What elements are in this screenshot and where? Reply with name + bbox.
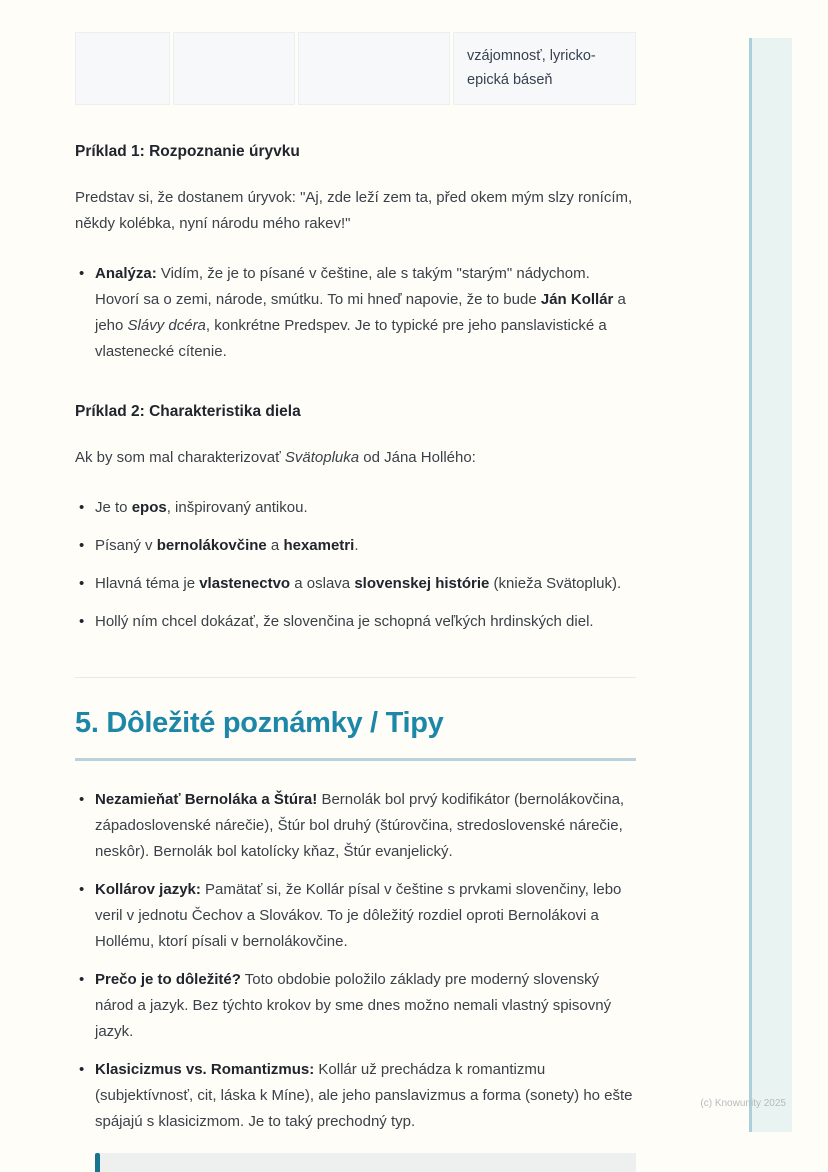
table-cell xyxy=(173,32,295,105)
example1-list xyxy=(75,261,636,365)
tips-list xyxy=(75,787,636,1135)
example2-intro: Ak by som mal charakterizovať Svätopluka od Jána Hollého: xyxy=(75,449,476,466)
list-item: • Hlavná téma je vlastenectvo a oslava slovenskej histórie (knieža Svätopluk). xyxy=(75,571,636,597)
list-item: • Písaný v bernolákovčine a hexametri. xyxy=(75,533,636,559)
document-content xyxy=(75,0,636,1172)
page-edge-strip xyxy=(749,38,792,1132)
example2-heading: Príklad 2: Charakteristika diela xyxy=(75,403,301,420)
list-item: • Kollárov jazyk: Pamätať si, že Kollár písal v češtine s prvkami slovenčiny, lebo veril v jednotu Čechov a Slovákov. To je dôležitý rozdiel oproti Bernolákovi a Hollému, ktorí písali v bernolákovčine. xyxy=(75,877,636,955)
example1-paragraph: Predstav si, že dostanem úryvok: "Aj, zde leží zem ta, před okem mým slzy ronícím, někdy kolébka, nyní národu mého rakev!" xyxy=(75,189,633,232)
table-cell: vzájomnosť, lyricko-epická báseň xyxy=(453,32,636,105)
copyright-text: (c) Knowunity 2025 xyxy=(700,1098,786,1109)
example1-heading: Príklad 1: Rozpoznanie úryvku xyxy=(75,143,300,160)
list-item: • Klasicizmus vs. Romantizmus: Kollár už prechádza k romantizmu (subjektívnosť, cit, láska k Míne), ale jeho panslavizmus a forma (sonety) ho ešte spájajú s klasicizmom. Je to taký prechodný typ. xyxy=(75,1057,636,1135)
list-item: • Analýza: Vidím, že je to písané v češtine, ale s takým "starým" nádychom. Hovorí sa o zemi, národe, smútku. To mi hneď napovie, že to bude Ján Kollár a jeho Slávy dcéra, konkrétne Predspev. Je to typické pre jeho panslavistické a vlastenecké cítenie. xyxy=(75,261,636,365)
table-cell xyxy=(298,32,450,105)
list-item: • Je to epos, inšpirovaný antikou. xyxy=(75,495,636,521)
list-item: • Hollý ním chcel dokázať, že slovenčina je schopná veľkých hrdinských diel. xyxy=(75,609,636,635)
table-cell xyxy=(75,32,170,105)
blockquote-fill xyxy=(100,1153,636,1172)
tips-section-heading: 5. Dôležité poznámky / Tipy xyxy=(75,704,636,761)
blockquote-fragment xyxy=(95,1153,636,1172)
list-item: • Prečo je to dôležité? Toto obdobie položilo základy pre moderný slovenský národ a jazyk. Bez týchto krokov by sme dnes možno nemali vlastný spisovný jazyk. xyxy=(75,967,636,1045)
list-item: • Nezamieňať Bernoláka a Štúra! Bernolák bol prvý kodifikátor (bernolákovčina, západoslovenské nárečie), Štúr bol druhý (štúrovčina, stredoslovenské nárečie, neskôr). Bernolák bol katolícky kňaz, Štúr evanjelický. xyxy=(75,787,636,865)
section-divider xyxy=(75,677,636,678)
table-fragment xyxy=(75,32,636,105)
example2-list xyxy=(75,495,636,635)
